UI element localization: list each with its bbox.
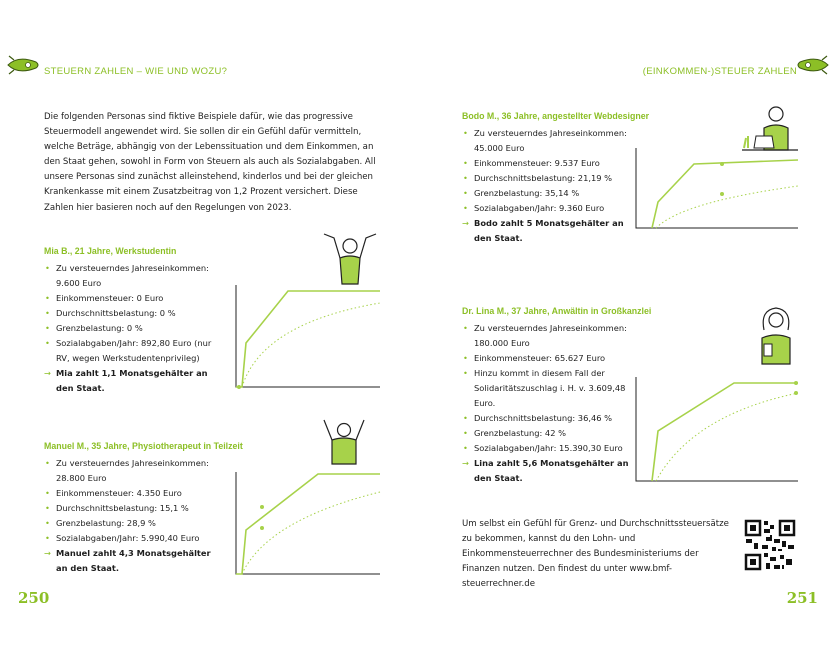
result-manuel: → Manuel zahlt 4,3 Monatsgehälter an den Staat.	[44, 546, 214, 576]
list-item: • Hinzu kommt in diesem Fall der Solidaritätszuschlag i. H. v. 3.609,48 Euro.	[462, 366, 632, 411]
list-item: • Einkommensteuer: 9.537 Euro	[462, 156, 632, 171]
qr-code	[744, 519, 796, 571]
persona-title-mia: Mia B., 21 Jahre, Werkstudentin	[44, 246, 177, 256]
list-item: • Zu versteuerndes Jahreseinkommen: 180.000 Euro	[462, 321, 632, 351]
list-item: • Grenzbelastung: 28,9 %	[44, 516, 214, 531]
person-illustration	[736, 100, 800, 156]
person-illustration	[748, 300, 804, 368]
list-item: • Sozialabgaben/Jahr: 15.390,30 Euro	[462, 441, 632, 456]
page-number-left: 250	[18, 589, 50, 607]
list-item: • Sozialabgaben/Jahr: 892,80 Euro (nur RV, wegen Werkstudentenprivileg)	[44, 336, 214, 366]
tax-curve-chart-lina	[622, 375, 802, 485]
list-item: • Einkommensteuer: 65.627 Euro	[462, 351, 632, 366]
running-header-left: STEUERN ZAHLEN – WIE UND WOZU?	[44, 66, 228, 77]
rocket-icon	[6, 56, 42, 76]
list-item: • Grenzbelastung: 42 %	[462, 426, 632, 441]
tax-curve-chart-mia	[222, 283, 382, 393]
person-illustration	[320, 416, 368, 466]
rocket-icon	[794, 56, 830, 76]
facts-mia	[44, 261, 214, 396]
persona-title-manuel: Manuel M., 35 Jahre, Physiotherapeut in Teilzeit	[44, 441, 243, 451]
page-number-right: 251	[786, 589, 818, 607]
list-item: • Durchschnittsbelastung: 21,19 %	[462, 171, 632, 186]
person-illustration	[318, 228, 382, 286]
list-item: • Grenzbelastung: 0 %	[44, 321, 214, 336]
facts-lina	[462, 321, 632, 486]
result-lina: → Lina zahlt 5,6 Monatsgehälter an den Staat.	[462, 456, 632, 486]
tax-curve-chart-manuel	[222, 470, 382, 580]
facts-manuel	[44, 456, 214, 576]
list-item: • Zu versteuerndes Jahreseinkommen: 9.600 Euro	[44, 261, 214, 291]
list-item: • Zu versteuerndes Jahreseinkommen: 45.000 Euro	[462, 126, 632, 156]
persona-title-bodo: Bodo M., 36 Jahre, angestellter Webdesigner	[462, 111, 650, 121]
list-item: • Sozialabgaben/Jahr: 5.990,40 Euro	[44, 531, 214, 546]
intro-text: Die folgenden Personas sind fiktive Beispiele dafür, wie das progressive Steuermodell angewendet wird. Sie sollen dir ein Gefühl dafür vermitteln, welche Beträge, abhängig von der Lebenssituation und dem Einkommen, an den Staat gehen, sowohl in Form von Steuern als auch als Sozialabgaben. All unsere Personas sind zunächst alleinstehend, kinderlos und bei der gleichen Krankenkasse mit einem Zusatzbeitrag von 1,2 Prozent versichert. Diese Zahlen hier basieren noch auf den Regelungen von 2023.	[44, 112, 376, 213]
running-header-right: (EINKOMMEN-)STEUER ZAHLEN	[642, 66, 797, 77]
tax-curve-chart-bodo	[622, 146, 802, 256]
facts-bodo	[462, 126, 632, 246]
list-item: • Zu versteuerndes Jahreseinkommen: 28.800 Euro	[44, 456, 214, 486]
persona-title-lina: Dr. Lina M., 37 Jahre, Anwältin in Großkanzlei	[462, 306, 652, 316]
list-item: • Durchschnittsbelastung: 0 %	[44, 306, 214, 321]
list-item: • Einkommensteuer: 4.350 Euro	[44, 486, 214, 501]
list-item: • Durchschnittsbelastung: 36,46 %	[462, 411, 632, 426]
list-item: • Durchschnittsbelastung: 15,1 %	[44, 501, 214, 516]
closing-text: Um selbst ein Gefühl für Grenz- und Durchschnittssteuersätze zu bekommen, kannst du den Lohn- und Einkommensteuerrechner des Bundesministeriums der Finanzen nutzen. Den findest du unter www.bmf-steuerrechner.de	[462, 519, 729, 590]
result-mia: → Mia zahlt 1,1 Monatsgehälter an den Staat.	[44, 366, 214, 396]
list-item: • Einkommensteuer: 0 Euro	[44, 291, 214, 306]
result-bodo: → Bodo zahlt 5 Monatsgehälter an den Staat.	[462, 216, 632, 246]
list-item: • Sozialabgaben/Jahr: 9.360 Euro	[462, 201, 632, 216]
list-item: • Grenzbelastung: 35,14 %	[462, 186, 632, 201]
